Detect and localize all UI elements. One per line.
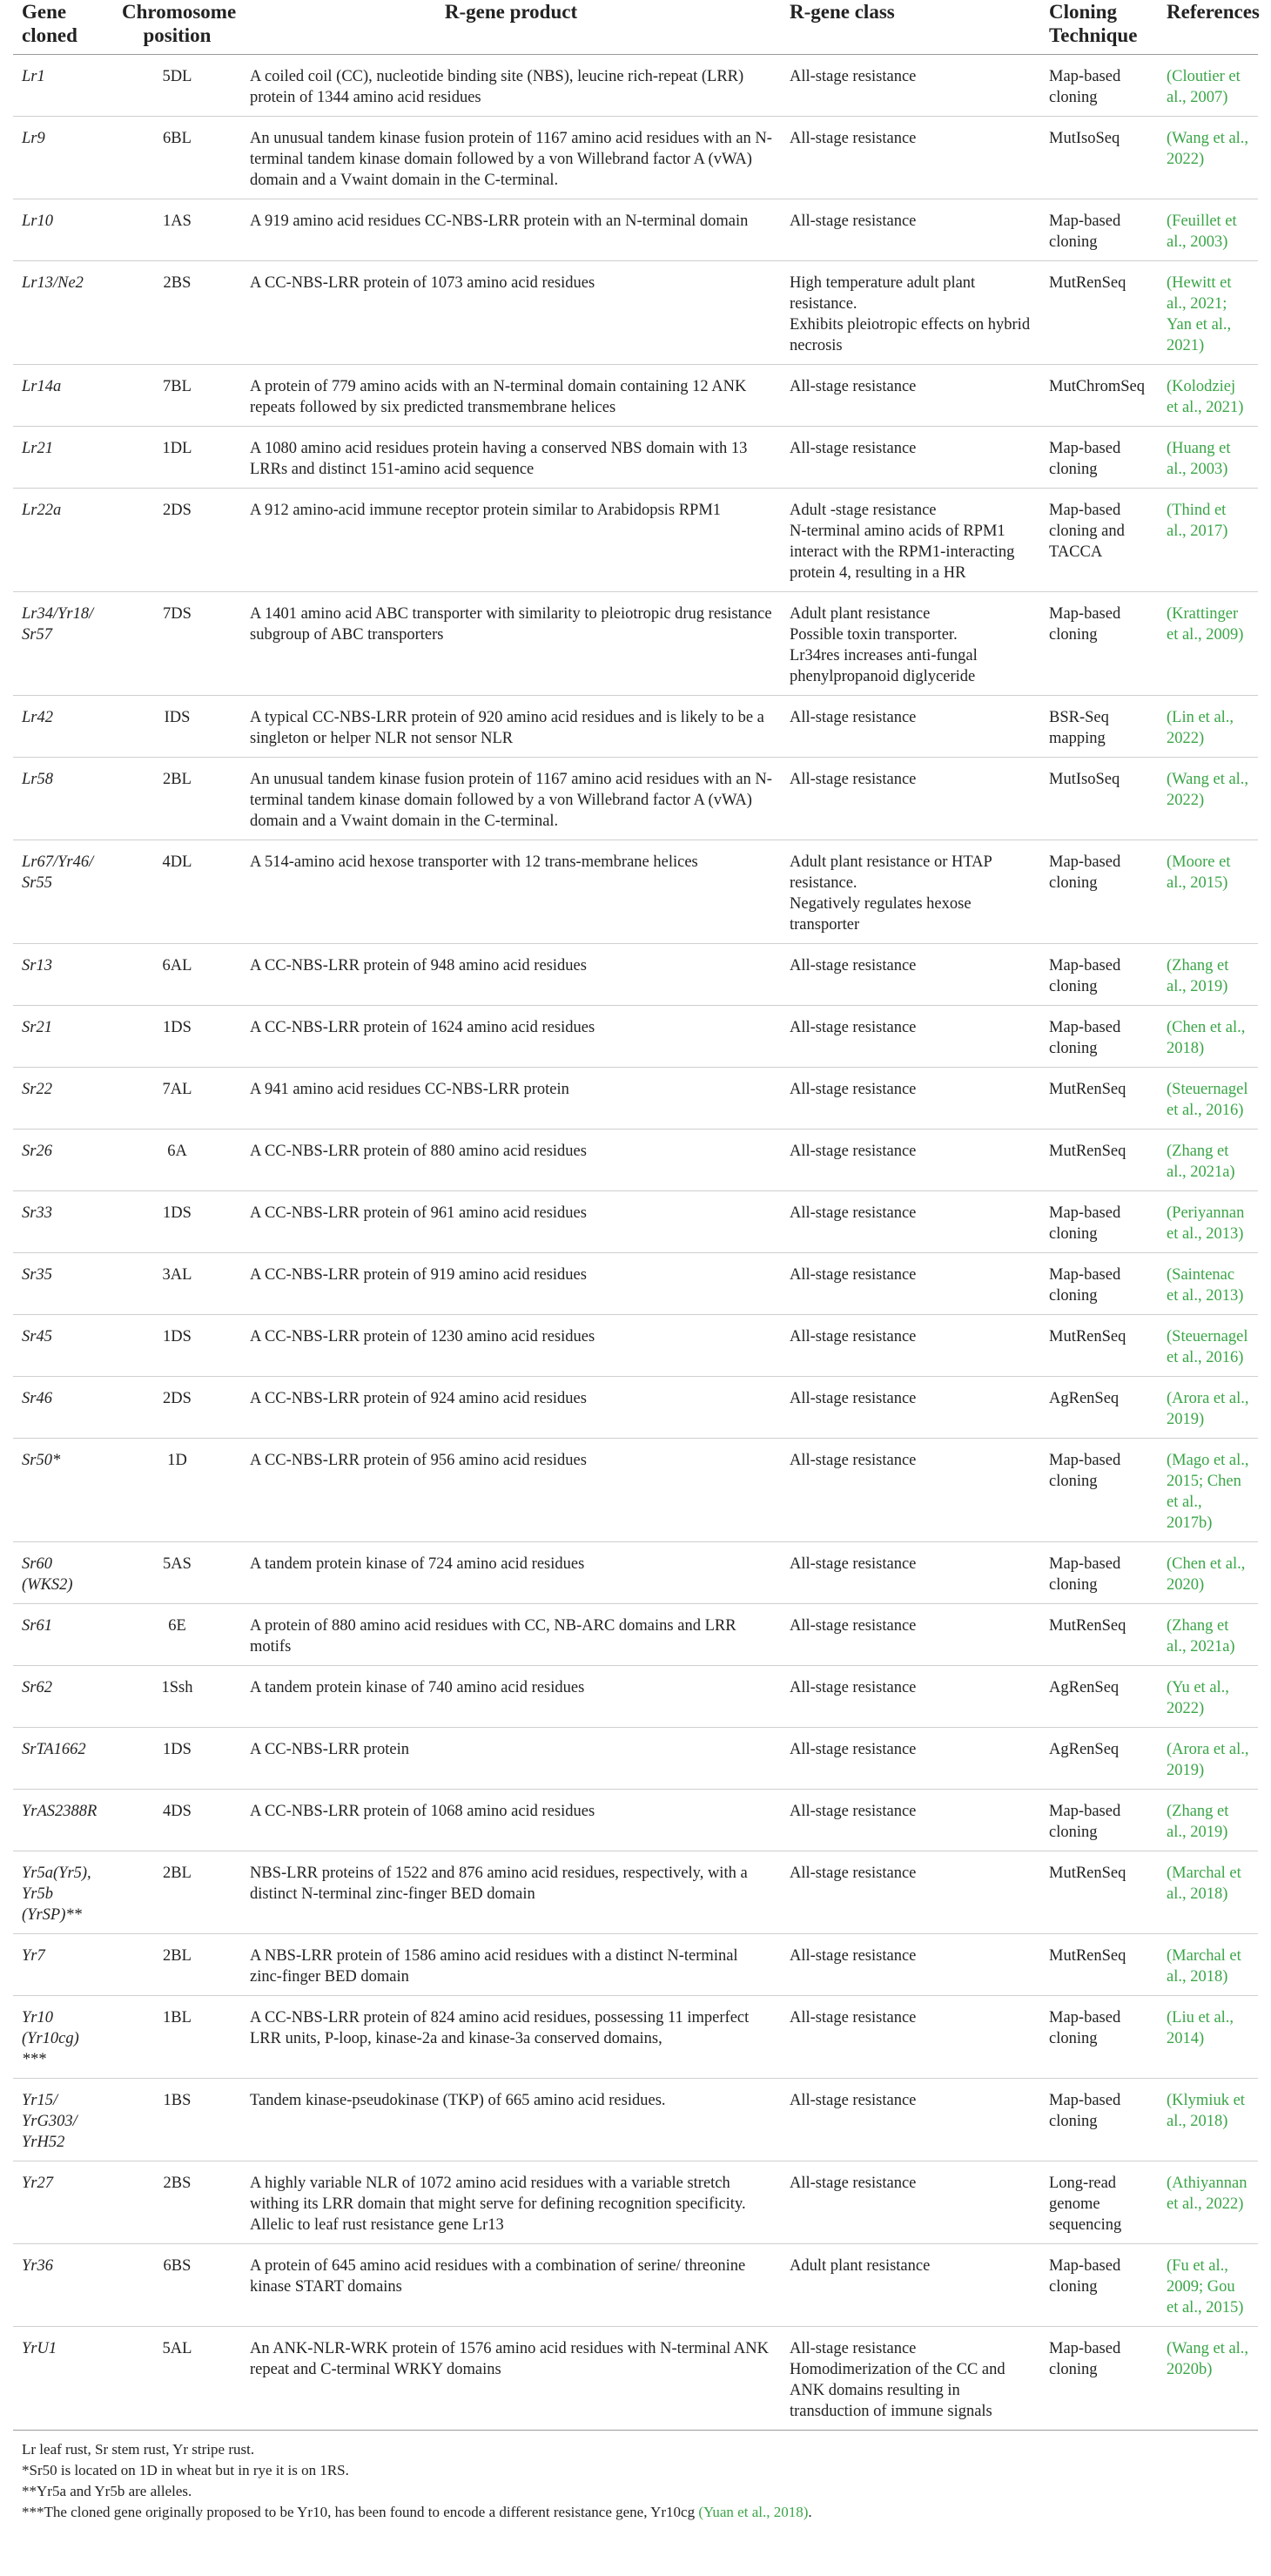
chromosome-cell: 1Ssh bbox=[161, 1679, 193, 1696]
technique-cell: MutRenSeq bbox=[1049, 274, 1126, 292]
product-cell: An unusual tandem kinase fusion protein of 1167 amino acid residues with an N-terminal tandem kinase domain followed by a von Willebrand factor A (vWA) domain and a Vwaint domain in the C-terminal. bbox=[250, 771, 772, 830]
product-cell: A 941 amino acid residues CC-NBS-LRR protein bbox=[250, 1081, 569, 1098]
product-cell: A 919 amino acid residues CC-NBS-LRR protein with an N-terminal domain bbox=[250, 212, 749, 230]
footnote-yr10-end: . bbox=[808, 2504, 812, 2520]
reference-cell[interactable]: (Thind et al., 2017) bbox=[1167, 502, 1228, 540]
chromosome-cell: 1DS bbox=[163, 1741, 192, 1758]
product-cell: A CC-NBS-LRR protein of 924 amino acid residues bbox=[250, 1390, 587, 1407]
reference-cell[interactable]: (Huang et al., 2003) bbox=[1167, 440, 1231, 478]
reference-cell[interactable]: (Wang et al., 2022) bbox=[1167, 130, 1249, 168]
rclass-cell: All-stage resistance bbox=[790, 1390, 917, 1407]
rclass-cell: All-stage resistance bbox=[790, 1452, 917, 1469]
chromosome-cell: IDS bbox=[164, 709, 191, 726]
table-row bbox=[13, 1666, 1258, 1728]
product-cell: A tandem protein kinase of 740 amino acid residues bbox=[250, 1679, 585, 1696]
gene-cell: Sr33 bbox=[22, 1204, 52, 1222]
table-header bbox=[13, 0, 1258, 55]
header-chromosome: Chromosome position bbox=[122, 1, 237, 46]
chromosome-cell: 2BS bbox=[163, 274, 192, 292]
technique-cell: Map-based cloning bbox=[1049, 2092, 1121, 2130]
rclass-cell: All-stage resistance bbox=[790, 1803, 917, 1820]
chromosome-cell: 4DL bbox=[162, 853, 192, 871]
product-cell: A coiled coil (CC), nucleotide binding site (NBS), leucine rich-repeat (LRR) protein of 1344 amino acid residues bbox=[250, 68, 744, 106]
technique-cell: AgRenSeq bbox=[1049, 1679, 1120, 1696]
table-row bbox=[13, 1934, 1258, 1996]
rclass-cell: All-stage resistance bbox=[790, 130, 917, 147]
gene-cell: Lr13/Ne2 bbox=[22, 274, 84, 292]
chromosome-cell: 2BL bbox=[163, 1865, 192, 1882]
reference-cell[interactable]: (Lin et al., 2022) bbox=[1167, 709, 1234, 747]
technique-cell: MutRenSeq bbox=[1049, 1617, 1126, 1635]
gene-cell: Yr5a(Yr5), Yr5b (YrSP)** bbox=[22, 1865, 91, 1924]
table-footnotes bbox=[13, 2431, 1258, 2523]
reference-cell[interactable]: (Chen et al., 2020) bbox=[1167, 1555, 1246, 1594]
rclass-cell: All-stage resistance bbox=[790, 1555, 917, 1573]
table-row bbox=[13, 840, 1258, 944]
reference-cell[interactable]: (Liu et al., 2014) bbox=[1167, 2009, 1234, 2047]
technique-cell: Map-based cloning bbox=[1049, 853, 1121, 892]
gene-cell: Yr15/ YrG303/ YrH52 bbox=[22, 2092, 77, 2151]
gene-cell: Sr46 bbox=[22, 1390, 52, 1407]
product-cell: An ANK-NLR-WRK protein of 1576 amino acid residues with N-terminal ANK repeat and C-terminal WRKY domains bbox=[250, 2340, 770, 2378]
table-row bbox=[13, 1728, 1258, 1790]
reference-cell[interactable]: (Krattinger et al., 2009) bbox=[1167, 605, 1244, 644]
footnote-yr10-ref[interactable]: (Yuan et al., 2018) bbox=[698, 2504, 809, 2520]
table-row bbox=[13, 1542, 1258, 1604]
chromosome-cell: 5AS bbox=[163, 1555, 192, 1573]
chromosome-cell: 1BL bbox=[163, 2009, 192, 2026]
technique-cell: Map-based cloning bbox=[1049, 2340, 1121, 2378]
rclass-cell: All-stage resistance bbox=[790, 1617, 917, 1635]
technique-cell: Map-based cloning bbox=[1049, 1204, 1121, 1243]
chromosome-cell: 1AS bbox=[163, 212, 192, 230]
header-technique: Cloning Technique bbox=[1049, 1, 1138, 46]
gene-cell: YrU1 bbox=[22, 2340, 57, 2357]
reference-cell[interactable]: (Steuernagel et al., 2016) bbox=[1167, 1328, 1248, 1366]
table-row bbox=[13, 2079, 1258, 2161]
chromosome-cell: 5AL bbox=[162, 2340, 192, 2357]
table-row bbox=[13, 1790, 1258, 1851]
gene-cell: Sr61 bbox=[22, 1617, 52, 1635]
product-cell: Tandem kinase-pseudokinase (TKP) of 665 amino acid residues. bbox=[250, 2092, 666, 2109]
product-cell: A 1401 amino acid ABC transporter with similarity to pleiotropic drug resistance subgroup of ABC transporters bbox=[250, 605, 772, 644]
rclass-cell: All-stage resistance bbox=[790, 1947, 917, 1965]
reference-cell[interactable]: (Zhang et al., 2019) bbox=[1167, 1803, 1229, 1841]
chromosome-cell: 1DS bbox=[163, 1328, 192, 1345]
gene-cell: Yr10 (Yr10cg) *** bbox=[22, 2009, 79, 2068]
table-row bbox=[13, 2327, 1258, 2431]
product-cell: A CC-NBS-LRR protein of 956 amino acid residues bbox=[250, 1452, 587, 1469]
rclass-cell: All-stage resistance bbox=[790, 68, 917, 85]
chromosome-cell: 5DL bbox=[162, 68, 192, 85]
rclass-cell: All-stage resistance bbox=[790, 1865, 917, 1882]
reference-cell[interactable]: (Hewitt et al., 2021; Yan et al., 2021) bbox=[1167, 274, 1232, 354]
technique-cell: MutRenSeq bbox=[1049, 1865, 1126, 1882]
table-row bbox=[13, 1996, 1258, 2079]
reference-cell[interactable]: (Wang et al., 2020b) bbox=[1167, 2340, 1249, 2378]
reference-cell[interactable]: (Feuillet et al., 2003) bbox=[1167, 212, 1237, 251]
reference-cell[interactable]: (Cloutier et al., 2007) bbox=[1167, 68, 1241, 106]
chromosome-cell: 1DL bbox=[162, 440, 192, 457]
table-row bbox=[13, 1253, 1258, 1315]
footnote-yr10 bbox=[22, 2502, 1249, 2523]
reference-cell[interactable]: (Marchal et al., 2018) bbox=[1167, 1865, 1241, 1903]
rclass-cell: All-stage resistance bbox=[790, 1679, 917, 1696]
product-cell: A NBS-LRR protein of 1586 amino acid residues with a distinct N-terminal zinc-finger BED domain bbox=[250, 1947, 738, 1986]
chromosome-cell: 6AL bbox=[162, 957, 192, 974]
gene-cell: Lr67/Yr46/ Sr55 bbox=[22, 853, 94, 892]
technique-cell: Map-based cloning bbox=[1049, 2257, 1121, 2296]
technique-cell: MutIsoSeq bbox=[1049, 130, 1120, 147]
product-cell: A highly variable NLR of 1072 amino acid residues with a variable stretch withing its LRR domain that might serve for defining recognition specificity. Allelic to leaf rust resistance gene Lr13 bbox=[250, 2175, 746, 2234]
chromosome-cell: 1BS bbox=[163, 2092, 192, 2109]
rclass-cell: All-stage resistance bbox=[790, 2092, 917, 2109]
rclass-cell: All-stage resistance bbox=[790, 2009, 917, 2026]
reference-cell[interactable]: (Mago et al., 2015; Chen et al., 2017b) bbox=[1167, 1452, 1249, 1532]
chromosome-cell: 6BL bbox=[163, 130, 192, 147]
gene-cell: Yr27 bbox=[22, 2175, 53, 2192]
table-row bbox=[13, 2161, 1258, 2244]
rclass-cell: All-stage resistance bbox=[790, 378, 917, 395]
technique-cell: MutRenSeq bbox=[1049, 1328, 1126, 1345]
chromosome-cell: 3AL bbox=[162, 1266, 192, 1284]
product-cell: NBS-LRR proteins of 1522 and 876 amino acid residues, respectively, with a distinct N-terminal zinc-finger BED domain bbox=[250, 1865, 748, 1903]
gene-cell: Lr58 bbox=[22, 771, 53, 788]
reference-cell[interactable]: (Kolodziej et al., 2021) bbox=[1167, 378, 1244, 416]
reference-cell[interactable]: (Zhang et al., 2019) bbox=[1167, 957, 1229, 995]
gene-cell: Sr21 bbox=[22, 1019, 52, 1036]
table-row bbox=[13, 261, 1258, 365]
product-cell: A typical CC-NBS-LRR protein of 920 amino acid residues and is likely to be a singleton or helper NLR not sensor NLR bbox=[250, 709, 764, 747]
product-cell: A protein of 645 amino acid residues with a combination of serine/ threonine kinase START domains bbox=[250, 2257, 746, 2296]
chromosome-cell: 2BS bbox=[163, 2175, 192, 2192]
technique-cell: MutRenSeq bbox=[1049, 1947, 1126, 1965]
product-cell: A 1080 amino acid residues protein having a conserved NBS domain with 13 LRRs and distinct 151-amino acid sequence bbox=[250, 440, 748, 478]
rclass-cell: Adult plant resistance bbox=[790, 2257, 931, 2275]
technique-cell: Map-based cloning and TACCA bbox=[1049, 502, 1125, 561]
chromosome-cell: 4DS bbox=[163, 1803, 192, 1820]
rclass-cell: All-stage resistance Homodimerization of the CC and ANK domains resulting in transduction of immune signals bbox=[790, 2340, 1005, 2420]
gene-cell: Sr35 bbox=[22, 1266, 52, 1284]
technique-cell: Map-based cloning bbox=[1049, 440, 1121, 478]
technique-cell: MutRenSeq bbox=[1049, 1143, 1126, 1160]
table-row bbox=[13, 55, 1258, 117]
chromosome-cell: 6E bbox=[168, 1617, 186, 1635]
reference-cell[interactable]: (Arora et al., 2019) bbox=[1167, 1390, 1249, 1428]
footnote-yr5: **Yr5a and Yr5b are alleles. bbox=[22, 2483, 192, 2499]
reference-cell[interactable]: (Chen et al., 2018) bbox=[1167, 1019, 1246, 1057]
chromosome-cell: 6A bbox=[167, 1143, 187, 1160]
chromosome-cell: 1DS bbox=[163, 1204, 192, 1222]
technique-cell: Map-based cloning bbox=[1049, 1555, 1121, 1594]
chromosome-cell: 2BL bbox=[163, 771, 192, 788]
header-references: References bbox=[1167, 1, 1260, 23]
reference-cell[interactable]: (Zhang et al., 2021a) bbox=[1167, 1617, 1235, 1656]
gene-cell: Lr1 bbox=[22, 68, 45, 85]
rclass-cell: All-stage resistance bbox=[790, 957, 917, 974]
technique-cell: Long-read genome sequencing bbox=[1049, 2175, 1122, 2234]
technique-cell: Map-based cloning bbox=[1049, 605, 1121, 644]
table-row bbox=[13, 2244, 1258, 2327]
gene-cell: Yr36 bbox=[22, 2257, 53, 2275]
rclass-cell: All-stage resistance bbox=[790, 2175, 917, 2192]
reference-cell[interactable]: (Zhang et al., 2021a) bbox=[1167, 1143, 1235, 1181]
gene-cell: Sr62 bbox=[22, 1679, 52, 1696]
product-cell: A CC-NBS-LRR protein of 824 amino acid residues, possessing 11 imperfect LRR units, P-loop, kinase-2a and kinase-3a conserved domains, bbox=[250, 2009, 750, 2047]
product-cell: A CC-NBS-LRR protein of 961 amino acid residues bbox=[250, 1204, 587, 1222]
rclass-cell: Adult -stage resistance N-terminal amino acids of RPM1 interact with the RPM1-interacting protein 4, resulting in a HR bbox=[790, 502, 1015, 582]
rclass-cell: All-stage resistance bbox=[790, 212, 917, 230]
footnote-sr50: *Sr50 is located on 1D in wheat but in rye it is on 1RS. bbox=[22, 2462, 349, 2478]
reference-cell[interactable]: (Moore et al., 2015) bbox=[1167, 853, 1231, 892]
technique-cell: BSR-Seq mapping bbox=[1049, 709, 1109, 747]
reference-cell[interactable]: (Athiyannan et al., 2022) bbox=[1167, 2175, 1247, 2213]
gene-cell: Sr60 (WKS2) bbox=[22, 1555, 73, 1594]
rclass-cell: High temperature adult plant resistance. Exhibits pleiotropic effects on hybrid necrosis bbox=[790, 274, 1031, 354]
rclass-cell: All-stage resistance bbox=[790, 1266, 917, 1284]
reference-cell[interactable]: (Klymiuk et al., 2018) bbox=[1167, 2092, 1245, 2130]
rclass-cell: All-stage resistance bbox=[790, 1741, 917, 1758]
product-cell: A protein of 880 amino acid residues with CC, NB-ARC domains and LRR motifs bbox=[250, 1617, 736, 1656]
chromosome-cell: 7DS bbox=[163, 605, 192, 623]
technique-cell: Map-based cloning bbox=[1049, 1019, 1121, 1057]
footnote-yr10-text: ***The cloned gene originally proposed to be Yr10, has been found to encode a different resistance gene, Yr10cg bbox=[22, 2504, 696, 2520]
reference-cell[interactable]: (Saintenac et al., 2013) bbox=[1167, 1266, 1244, 1305]
product-cell: A CC-NBS-LRR protein of 1230 amino acid residues bbox=[250, 1328, 595, 1345]
product-cell: An unusual tandem kinase fusion protein of 1167 amino acid residues with an N-terminal tandem kinase domain followed by a von Willebrand factor A (vWA) domain and a Vwaint domain in the C-terminal. bbox=[250, 130, 772, 189]
chromosome-cell: 1DS bbox=[163, 1019, 192, 1036]
gene-cell: Sr26 bbox=[22, 1143, 52, 1160]
table-row bbox=[13, 1006, 1258, 1068]
header-rclass: R-gene class bbox=[790, 1, 895, 23]
rclass-cell: Adult plant resistance or HTAP resistance. Negatively regulates hexose transporter bbox=[790, 853, 992, 934]
reference-cell[interactable]: (Periyannan et al., 2013) bbox=[1167, 1204, 1245, 1243]
gene-cell: SrTA1662 bbox=[22, 1741, 86, 1758]
gene-cell: Lr9 bbox=[22, 130, 45, 147]
rclass-cell: Adult plant resistance Possible toxin transporter. Lr34res increases anti-fungal phenylpropanoid diglyceride bbox=[790, 605, 978, 685]
gene-cell: Sr45 bbox=[22, 1328, 52, 1345]
table-row bbox=[13, 1377, 1258, 1439]
product-cell: A CC-NBS-LRR protein bbox=[250, 1741, 409, 1758]
table-row bbox=[13, 1191, 1258, 1253]
header-product: R-gene product bbox=[444, 1, 578, 23]
header-gene: Gene cloned bbox=[22, 1, 77, 46]
table-row bbox=[13, 489, 1258, 592]
product-cell: A 912 amino-acid immune receptor protein similar to Arabidopsis RPM1 bbox=[250, 502, 722, 519]
technique-cell: Map-based cloning bbox=[1049, 957, 1121, 995]
chromosome-cell: 6BS bbox=[163, 2257, 192, 2275]
gene-cell: Lr21 bbox=[22, 440, 53, 457]
technique-cell: AgRenSeq bbox=[1049, 1390, 1120, 1407]
product-cell: A 514-amino acid hexose transporter with 12 trans-membrane helices bbox=[250, 853, 698, 871]
gene-cell: Lr22a bbox=[22, 502, 62, 519]
table-row bbox=[13, 944, 1258, 1006]
gene-cell: Lr42 bbox=[22, 709, 53, 726]
technique-cell: MutChromSeq bbox=[1049, 378, 1145, 395]
chromosome-cell: 1D bbox=[167, 1452, 187, 1469]
technique-cell: Map-based cloning bbox=[1049, 1803, 1121, 1841]
technique-cell: MutIsoSeq bbox=[1049, 771, 1120, 788]
technique-cell: Map-based cloning bbox=[1049, 1452, 1121, 1490]
gene-cell: Yr7 bbox=[22, 1947, 45, 1965]
technique-cell: Map-based cloning bbox=[1049, 1266, 1121, 1305]
reference-cell[interactable]: (Fu et al., 2009; Gou et al., 2015) bbox=[1167, 2257, 1244, 2316]
rclass-cell: All-stage resistance bbox=[790, 1204, 917, 1222]
rclass-cell: All-stage resistance bbox=[790, 771, 917, 788]
rclass-cell: All-stage resistance bbox=[790, 1328, 917, 1345]
rclass-cell: All-stage resistance bbox=[790, 440, 917, 457]
product-cell: A CC-NBS-LRR protein of 1068 amino acid residues bbox=[250, 1803, 595, 1820]
table-row bbox=[13, 1439, 1258, 1542]
table-row bbox=[13, 1315, 1258, 1377]
gene-cell: Sr13 bbox=[22, 957, 52, 974]
product-cell: A CC-NBS-LRR protein of 919 amino acid residues bbox=[250, 1266, 587, 1284]
product-cell: A CC-NBS-LRR protein of 880 amino acid residues bbox=[250, 1143, 587, 1160]
gene-cell: Sr22 bbox=[22, 1081, 52, 1098]
product-cell: A CC-NBS-LRR protein of 1624 amino acid residues bbox=[250, 1019, 595, 1036]
product-cell: A protein of 779 amino acids with an N-terminal domain containing 12 ANK repeats followed by six predicted transmembrane helices bbox=[250, 378, 747, 416]
reference-cell[interactable]: (Yu et al., 2022) bbox=[1167, 1679, 1229, 1717]
gene-cell: Lr10 bbox=[22, 212, 53, 230]
rclass-cell: All-stage resistance bbox=[790, 1143, 917, 1160]
table-row bbox=[13, 365, 1258, 427]
technique-cell: Map-based cloning bbox=[1049, 68, 1121, 106]
r-gene-table bbox=[13, 0, 1258, 2431]
gene-cell: Sr50* bbox=[22, 1452, 61, 1469]
technique-cell: AgRenSeq bbox=[1049, 1741, 1120, 1758]
gene-cell: Lr14a bbox=[22, 378, 62, 395]
chromosome-cell: 2DS bbox=[163, 502, 192, 519]
chromosome-cell: 2DS bbox=[163, 1390, 192, 1407]
table-row bbox=[13, 1130, 1258, 1191]
reference-cell[interactable]: (Marchal et al., 2018) bbox=[1167, 1947, 1241, 1986]
rclass-cell: All-stage resistance bbox=[790, 1081, 917, 1098]
product-cell: A tandem protein kinase of 724 amino acid residues bbox=[250, 1555, 585, 1573]
table-row bbox=[13, 696, 1258, 758]
table-row bbox=[13, 1851, 1258, 1934]
chromosome-cell: 2BL bbox=[163, 1947, 192, 1965]
gene-cell: Lr34/Yr18/ Sr57 bbox=[22, 605, 94, 644]
product-cell: A CC-NBS-LRR protein of 948 amino acid residues bbox=[250, 957, 587, 974]
rclass-cell: All-stage resistance bbox=[790, 709, 917, 726]
table-body bbox=[13, 55, 1258, 2431]
reference-cell[interactable]: (Arora et al., 2019) bbox=[1167, 1741, 1249, 1779]
reference-cell[interactable]: (Steuernagel et al., 2016) bbox=[1167, 1081, 1248, 1119]
technique-cell: Map-based cloning bbox=[1049, 212, 1121, 251]
table-row bbox=[13, 1068, 1258, 1130]
table-row bbox=[13, 199, 1258, 261]
rclass-cell: All-stage resistance bbox=[790, 1019, 917, 1036]
technique-cell: Map-based cloning bbox=[1049, 2009, 1121, 2047]
table-row bbox=[13, 592, 1258, 696]
table-row bbox=[13, 117, 1258, 199]
chromosome-cell: 7AL bbox=[162, 1081, 192, 1098]
table-row bbox=[13, 1604, 1258, 1666]
table-row bbox=[13, 427, 1258, 489]
footnote-abbreviations: Lr leaf rust, Sr stem rust, Yr stripe rust. bbox=[22, 2441, 255, 2458]
gene-cell: YrAS2388R bbox=[22, 1803, 98, 1820]
table-row bbox=[13, 758, 1258, 840]
product-cell: A CC-NBS-LRR protein of 1073 amino acid residues bbox=[250, 274, 595, 292]
chromosome-cell: 7BL bbox=[163, 378, 192, 395]
technique-cell: MutRenSeq bbox=[1049, 1081, 1126, 1098]
reference-cell[interactable]: (Wang et al., 2022) bbox=[1167, 771, 1249, 809]
